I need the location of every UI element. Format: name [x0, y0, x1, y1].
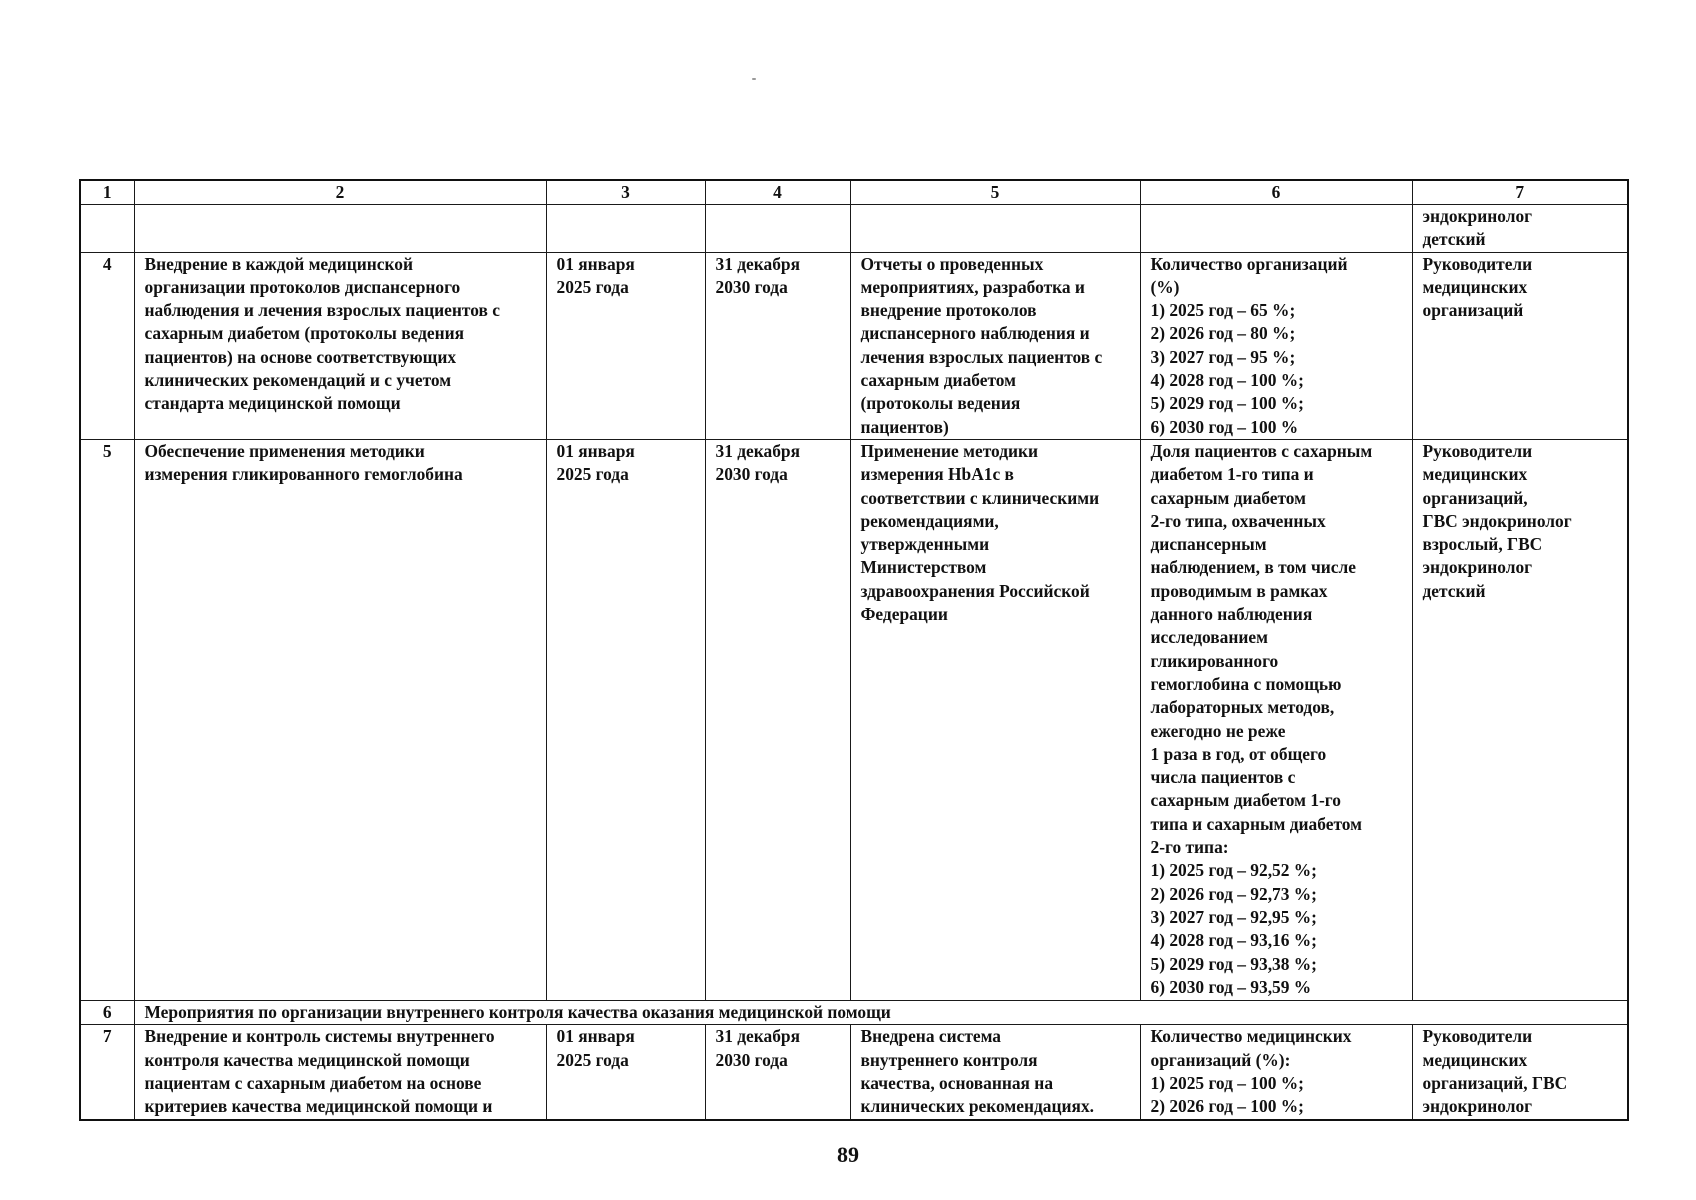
responsible-cell: Руководители медицинских организаций	[1412, 252, 1628, 439]
column-header: 4	[705, 180, 850, 205]
row-number-cell: 6	[80, 1000, 134, 1024]
section-row	[80, 1000, 1628, 1024]
table-header-row	[80, 180, 1628, 205]
column-header: 6	[1140, 180, 1412, 205]
responsible-cell: эндокринолог детский	[1412, 205, 1628, 253]
column-header: 3	[546, 180, 705, 205]
result-cell: Применение методики измерения HbA1c в соответствии с клиническими рекомендациями, утвержденными Министерством здравоохранения Российской Федерации	[850, 439, 1140, 1000]
end-date-cell	[705, 205, 850, 253]
table-row	[80, 205, 1628, 253]
table-row	[80, 1025, 1628, 1121]
indicator-cell: Доля пациентов с сахарным диабетом 1-го типа и сахарным диабетом 2-го типа, охваченных диспансерным наблюдением, в том числе проводимым в рамках данного наблюдения исследованием гликированного гемоглобина с помощью лабораторных методов, ежегодно не реже 1 раза в год, от общего числа пациентов с сахарным диабетом 1-го типа и сахарным диабетом 2-го типа: 1) 2025 год – 92,52 %; 2) 2026 год – 92,73 %; 3) 2027 год – 92,95 %; 4) 2028 год – 93,16 %; 5) 2029 год – 93,38 %; 6) 2030 год – 93,59 %	[1140, 439, 1412, 1000]
activity-cell	[134, 205, 546, 253]
responsible-cell: Руководители медицинских организаций, ГВС эндокринолог	[1412, 1025, 1628, 1121]
indicator-cell: Количество медицинских организаций (%): 1) 2025 год – 100 %; 2) 2026 год – 100 %;	[1140, 1025, 1412, 1121]
end-date-cell: 31 декабря 2030 года	[705, 1025, 850, 1121]
column-header: 7	[1412, 180, 1628, 205]
activity-cell: Внедрение и контроль системы внутреннего контроля качества медицинской помощи пациентам с сахарным диабетом на основе критериев качества медицинской помощи и	[134, 1025, 546, 1121]
indicator-cell	[1140, 205, 1412, 253]
table-row	[80, 252, 1628, 439]
activity-cell: Внедрение в каждой медицинской организации протоколов диспансерного наблюдения и лечения взрослых пациентов с сахарным диабетом (протоколы ведения пациентов) на основе соответствующих клинических рекомендаций и с учетом стандарта медицинской помощи	[134, 252, 546, 439]
indicator-cell: Количество организаций (%) 1) 2025 год – 65 %; 2) 2026 год – 80 %; 3) 2027 год – 95 %; 4) 2028 год – 100 %; 5) 2029 год – 100 %; 6) 2030 год – 100 %	[1140, 252, 1412, 439]
column-header: 1	[80, 180, 134, 205]
row-number-cell: 5	[80, 439, 134, 1000]
row-number-cell: 7	[80, 1025, 134, 1121]
column-header: 2	[134, 180, 546, 205]
result-cell	[850, 205, 1140, 253]
row-number-cell	[80, 205, 134, 253]
end-date-cell: 31 декабря 2030 года	[705, 439, 850, 1000]
result-cell: Отчеты о проведенных мероприятиях, разработка и внедрение протоколов диспансерного наблюдения и лечения взрослых пациентов с сахарным диабетом (протоколы ведения пациентов)	[850, 252, 1140, 439]
plan-table	[79, 179, 1629, 1121]
start-date-cell: 01 января 2025 года	[546, 252, 705, 439]
section-title-cell: Мероприятия по организации внутреннего контроля качества оказания медицинской помощи	[134, 1000, 1628, 1024]
start-date-cell: 01 января 2025 года	[546, 439, 705, 1000]
page-number: 89	[837, 1142, 859, 1167]
column-header: 5	[850, 180, 1140, 205]
result-cell: Внедрена система внутреннего контроля качества, основанная на клинических рекомендациях.	[850, 1025, 1140, 1121]
responsible-cell: Руководители медицинских организаций, ГВС эндокринолог взрослый, ГВС эндокринолог детский	[1412, 439, 1628, 1000]
end-date-cell: 31 декабря 2030 года	[705, 252, 850, 439]
table-row	[80, 439, 1628, 1000]
row-number-cell: 4	[80, 252, 134, 439]
activity-cell: Обеспечение применения методики измерения гликированного гемоглобина	[134, 439, 546, 1000]
start-date-cell: 01 января 2025 года	[546, 1025, 705, 1121]
start-date-cell	[546, 205, 705, 253]
scan-speck	[752, 78, 756, 80]
